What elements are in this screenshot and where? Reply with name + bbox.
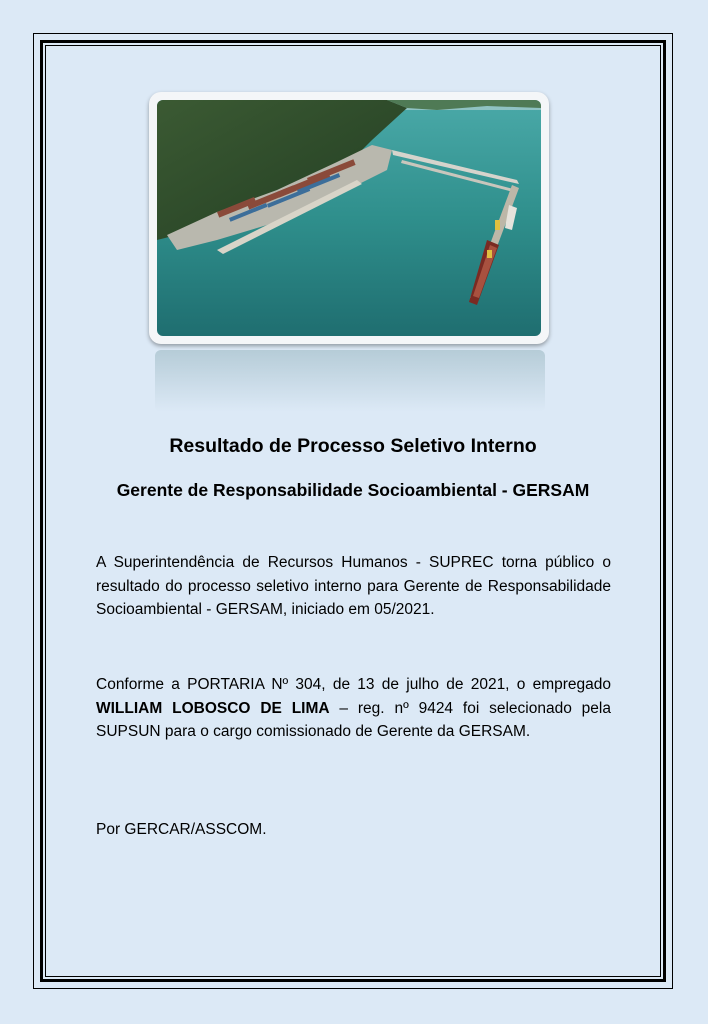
ordinance-text-start: Conforme a PORTARIA Nº 304, de 13 de julho de 2021, o empregado [96, 676, 611, 693]
ordinance-paragraph [96, 673, 611, 744]
port-photo-frame [149, 92, 549, 344]
port-aerial-photo [157, 100, 541, 336]
document-subtitle: Gerente de Responsabilidade Socioambiental - GERSAM [116, 480, 590, 500]
employee-name: WILLIAM LOBOSCO DE LIMA [96, 699, 330, 717]
photo-reflection [155, 350, 545, 412]
announcement-paragraph: A Superintendência de Recursos Humanos - SUPREC torna público o resultado do processo seletivo interno para Gerente de Responsabilidade Socioambiental - GERSAM, iniciado em 05/2021. [96, 554, 611, 618]
document-title: Resultado de Processo Seletivo Interno [169, 435, 537, 457]
signature: Por GERCAR/ASSCOM. [96, 821, 267, 838]
ordinance-text-end: – reg. nº 9424 foi selecionado pela SUPSUN para o cargo comissionado de Gerente da GERSAM. [96, 699, 611, 740]
